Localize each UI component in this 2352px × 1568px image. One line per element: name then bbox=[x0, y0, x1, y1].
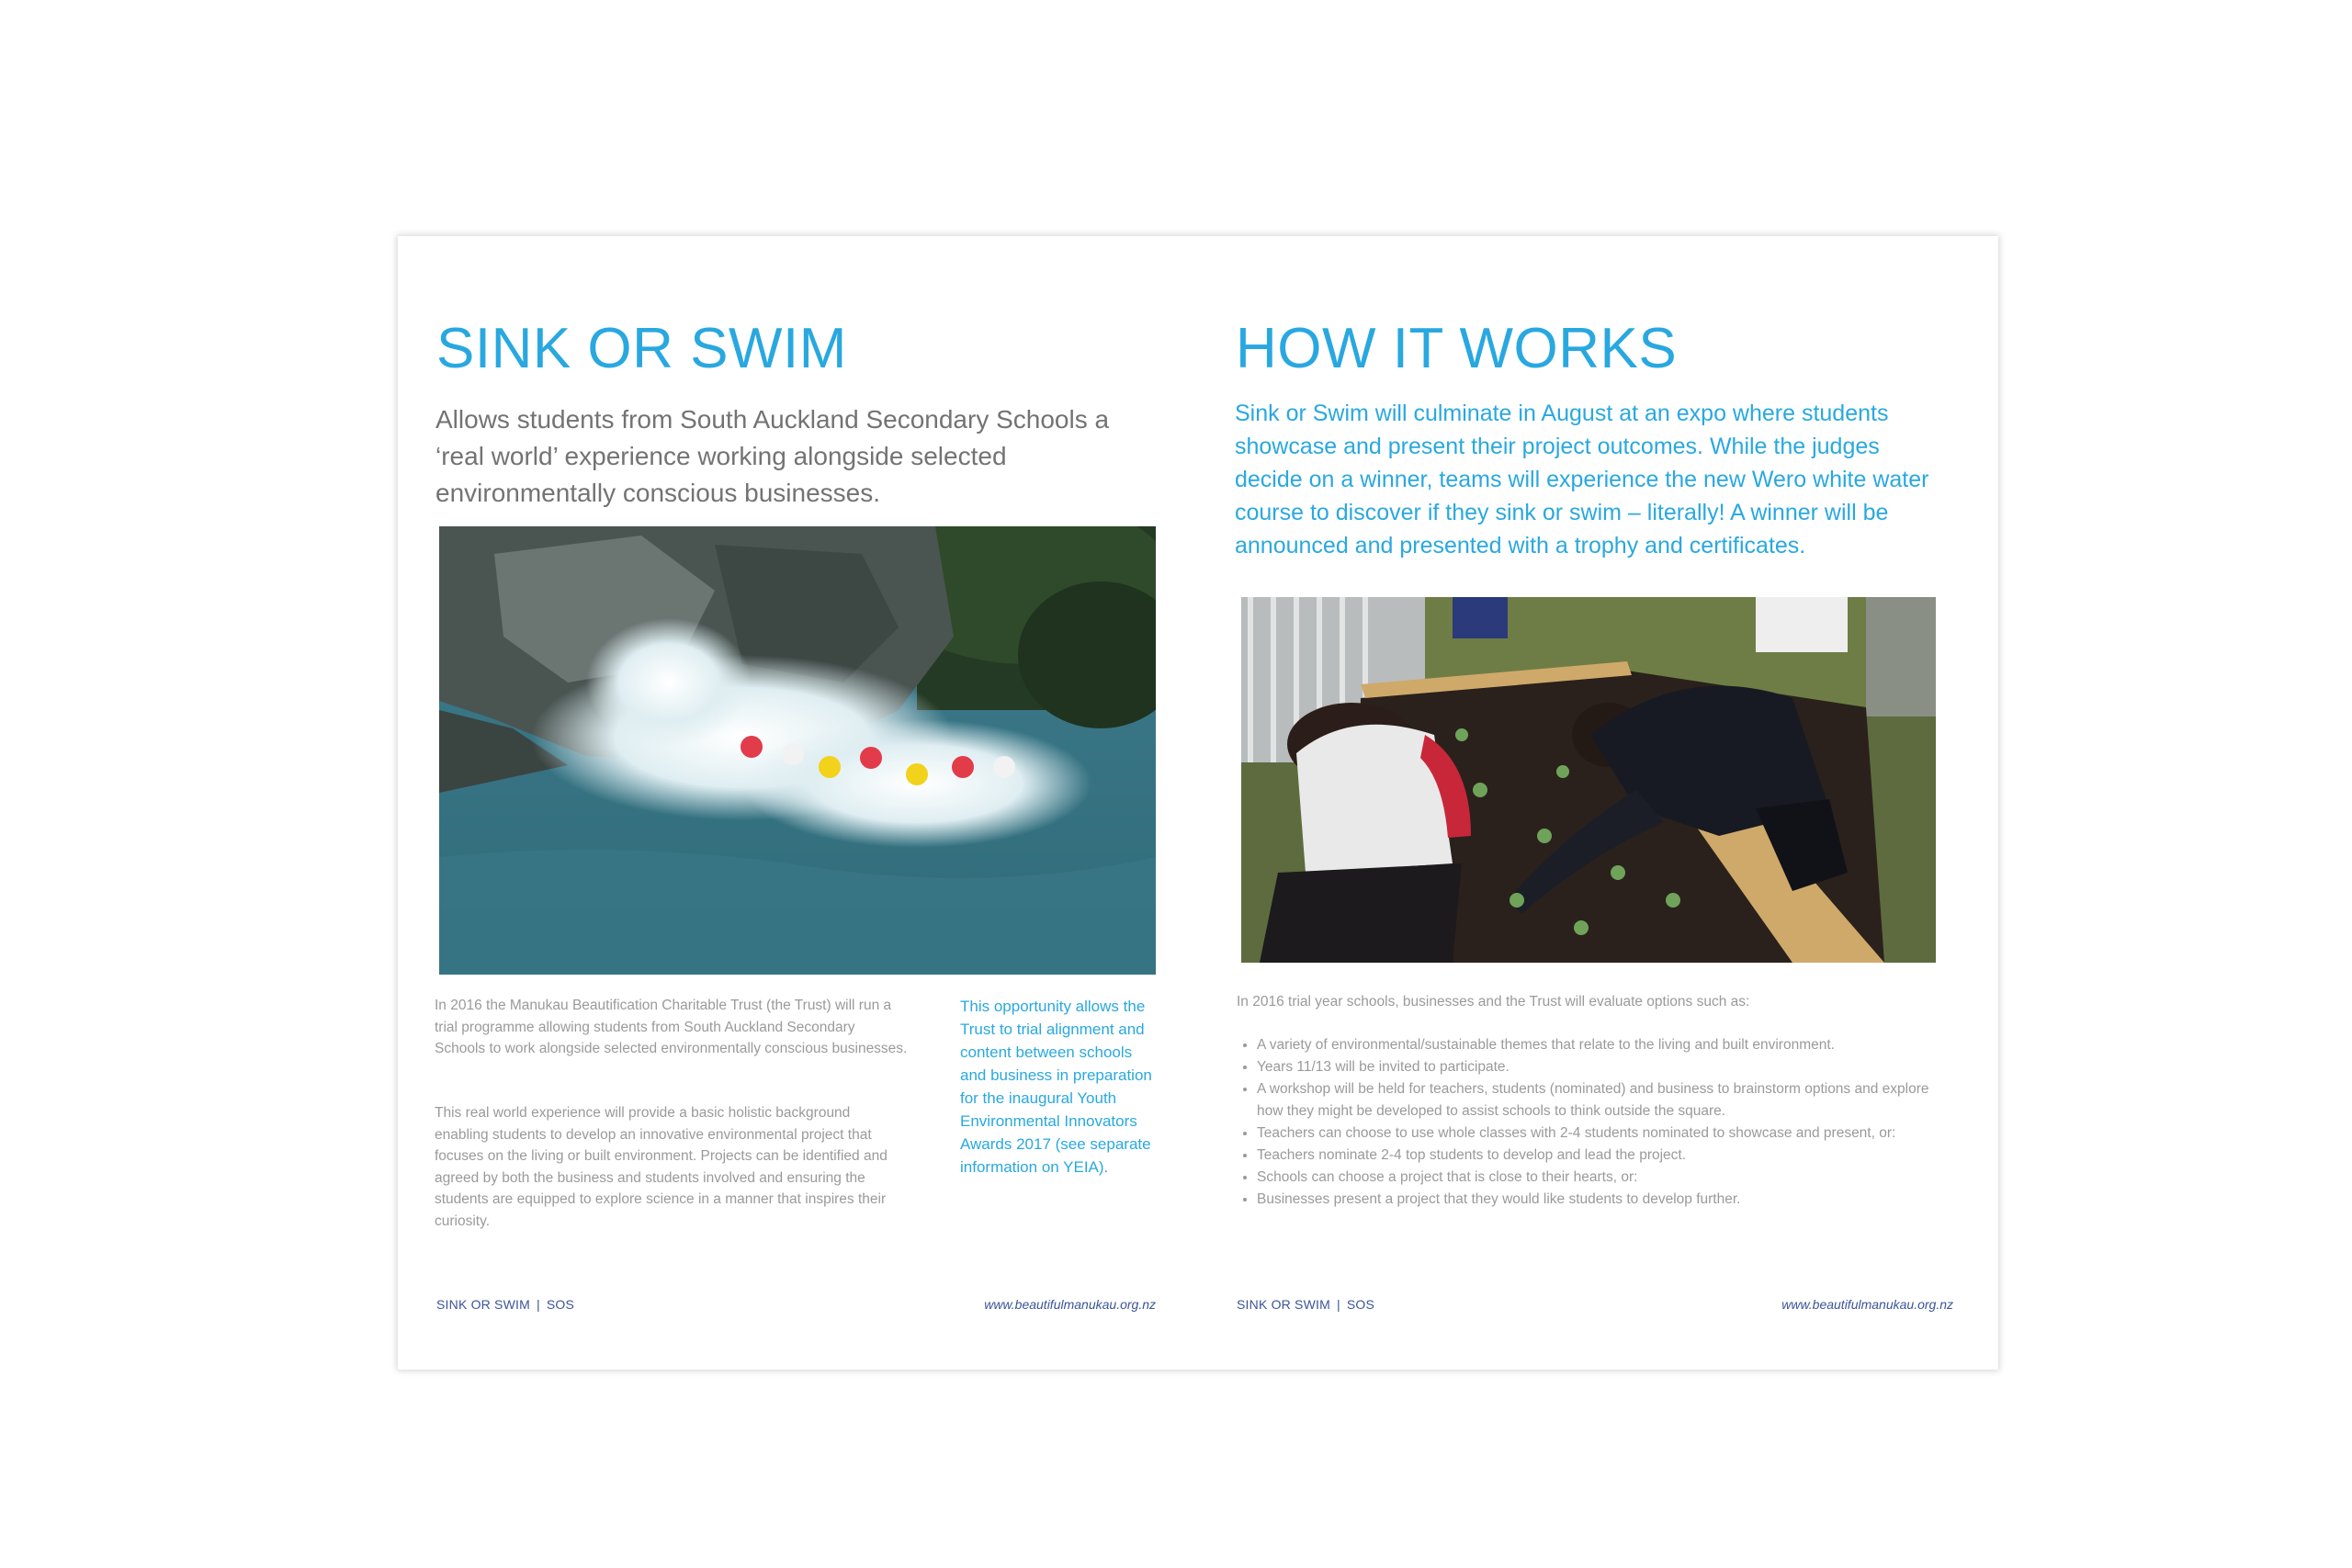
list-item: • Teachers can choose to use whole classes with 2-4 students nominated to showcase and present, or: bbox=[1257, 1122, 1955, 1145]
footer-code: SOS bbox=[1346, 1297, 1374, 1312]
list-item: • Years 11/13 will be invited to participate. bbox=[1257, 1056, 1955, 1078]
page-title: SINK OR SWIM bbox=[436, 317, 847, 380]
options-list bbox=[1237, 1034, 1955, 1211]
body-paragraph: In 2016 the Manukau Beautification Charitable Trust (the Trust) will run a trial programme allowing students from South Auckland Secondary Schools to work alongside selected environmentally conscious businesses. bbox=[435, 998, 908, 1056]
lead-paragraph: Allows students from South Auckland Secondary Schools a ‘real world’ experience working alongside selected environmentally conscious businesses. bbox=[435, 405, 1110, 507]
list-item: • Schools can choose a project that is close to their hearts, or: bbox=[1257, 1167, 1955, 1189]
students-gardening-photo bbox=[1241, 597, 1936, 963]
whitewater-rafting-photo bbox=[439, 526, 1156, 975]
footer-label: SINK OR SWIM | SOS bbox=[1237, 1297, 1374, 1312]
brochure-spread bbox=[398, 236, 1998, 1370]
footer-title: SINK OR SWIM bbox=[436, 1297, 530, 1312]
footer-code: SOS bbox=[546, 1297, 574, 1312]
list-item: • Teachers nominate 2-4 top students to develop and lead the project. bbox=[1257, 1145, 1955, 1167]
list-item: • A workshop will be held for teachers, students (nominated) and business to brainstorm options and explore how they might be developed to assist schools to think outside the square. bbox=[1257, 1078, 1955, 1122]
sidebar-note: This opportunity allows the Trust to trial alignment and content between schools and business in preparation for the inaugural Youth Environmental Innovators Awards 2017 (see separate information on YEIA). bbox=[960, 998, 1152, 1176]
body-paragraph: This real world experience will provide a basic holistic background enabling students to develop an innovative environmental project that focuses on the living or built environment. Projects can be identified and agreed by both the business and students involved and ensuring the students are equipped to explore science in a manner that inspires their curiosity. bbox=[435, 1105, 888, 1229]
footer-title: SINK OR SWIM bbox=[1237, 1297, 1330, 1312]
footer-url-link[interactable]: www.beautifulmanukau.org.nz bbox=[984, 1297, 1156, 1312]
footer-label: SINK OR SWIM | SOS bbox=[436, 1297, 574, 1312]
list-item: • Businesses present a project that they would like students to develop further. bbox=[1257, 1189, 1955, 1211]
footer-url-link[interactable]: www.beautifulmanukau.org.nz bbox=[1781, 1297, 1953, 1312]
page-title: HOW IT WORKS bbox=[1236, 317, 1678, 380]
list-item: • A variety of environmental/sustainable themes that relate to the living and built environment. bbox=[1257, 1034, 1955, 1056]
evaluation-intro: In 2016 trial year schools, businesses and the Trust will evaluate options such as: bbox=[1237, 994, 1750, 1010]
lead-paragraph: Sink or Swim will culminate in August at an expo where students showcase and present their project outcomes. While the judges decide on a winner, teams will experience the new Wero white water course to discover if they sink or swim – literally! A winner will be announced and presented with a trophy and certificates. bbox=[1235, 400, 1929, 558]
